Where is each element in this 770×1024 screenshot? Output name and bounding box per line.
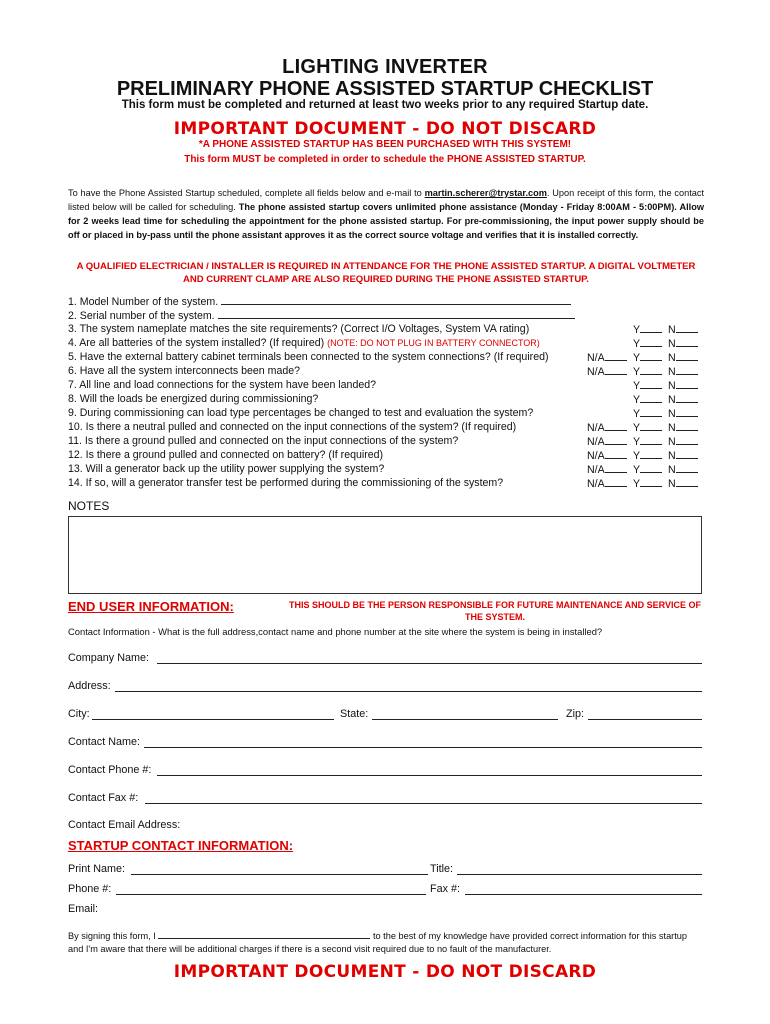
question-9: 9. During commissioning can load type percentages be changed to test and evaluation the system? (68, 407, 534, 419)
q8-yes-answer[interactable] (633, 393, 662, 406)
n-blank[interactable] (676, 477, 698, 487)
y-blank[interactable] (640, 337, 662, 347)
question-12: 12. Is there a ground pulled and connected on battery? (If required) (68, 449, 384, 461)
n-blank[interactable] (676, 421, 698, 431)
end-user-heading: END USER INFORMATION: (68, 599, 234, 614)
red-note-purchased: *A PHONE ASSISTED STARTUP HAS BEEN PURCHASED WITH THIS SYSTEM! (198, 139, 572, 150)
q4-no-answer[interactable] (668, 337, 698, 350)
q7-no-answer[interactable] (668, 379, 698, 392)
q11-yes-answer[interactable] (633, 435, 662, 448)
y-blank[interactable] (640, 379, 662, 389)
contact-email-label: Contact Email Address: (68, 819, 181, 831)
n-label: N (668, 338, 676, 350)
signature-name-field[interactable] (158, 930, 370, 939)
question-1: 1. Model Number of the system. (68, 295, 571, 308)
y-label: Y (633, 450, 641, 462)
question-7: 7. All line and load connections for the system have been landed? (68, 379, 377, 391)
n-blank[interactable] (676, 407, 698, 417)
q3-no-answer[interactable] (668, 323, 698, 336)
notes-textarea[interactable] (68, 516, 702, 594)
y-blank[interactable] (640, 351, 662, 361)
intro-part2: . Upon receipt of this form, the contact listed below will be called for scheduling. (68, 188, 705, 212)
contact-phone-label: Contact Phone #: (68, 764, 152, 776)
serial-number-field[interactable] (218, 309, 575, 319)
address-label: Address: (68, 680, 111, 692)
n-blank[interactable] (676, 365, 698, 375)
q14-yes-answer[interactable] (633, 477, 662, 490)
important-banner-bottom: IMPORTANT DOCUMENT - DO NOT DISCARD (173, 962, 597, 982)
n-label: N (668, 366, 676, 378)
red-note-must-complete: This form MUST be completed in order to schedule the PHONE ASSISTED STARTUP. (184, 154, 586, 165)
n-blank[interactable] (676, 449, 698, 459)
model-number-field[interactable] (221, 295, 571, 305)
state-label: State: (340, 708, 369, 720)
y-blank[interactable] (640, 365, 662, 375)
na-blank[interactable] (605, 365, 627, 375)
end-user-note: THIS SHOULD BE THE PERSON RESPONSIBLE FOR FUTURE MAINTENANCE AND SERVICE OF THE SYSTEM. (288, 600, 702, 622)
qualified-electrician-note: A QUALIFIED ELECTRICIAN / INSTALLER IS REQUIRED IN ATTENDANCE FOR THE PHONE ASSISTED STARTUP. A DIGITAL VOLTMETER AND CURRENT CLAMP ARE ALSO REQUIRED DURING THE PHONE ASSISTED STARTUP. (76, 261, 696, 285)
title-label: Title: (430, 863, 453, 875)
q12-na-answer[interactable] (587, 449, 627, 462)
na-blank[interactable] (605, 449, 627, 459)
n-blank[interactable] (676, 463, 698, 473)
q13-na-answer[interactable] (587, 463, 627, 476)
title-line-2: PRELIMINARY PHONE ASSISTED STARTUP CHECKLIST (116, 78, 654, 100)
contact-fax-label: Contact Fax #: (68, 792, 139, 804)
na-blank[interactable] (605, 435, 627, 445)
y-blank[interactable] (640, 421, 662, 431)
y-label: Y (633, 324, 641, 336)
intro-part1: To have the Phone Assisted Startup scheduled, complete all fields below and e-mail to (68, 188, 425, 198)
q5-yes-answer[interactable] (633, 351, 662, 364)
zip-field[interactable] (588, 719, 702, 720)
na-blank[interactable] (605, 477, 627, 487)
y-blank[interactable] (640, 393, 662, 403)
print-name-field[interactable] (131, 874, 428, 875)
y-label: Y (633, 464, 641, 476)
na-label: N/A (587, 478, 605, 490)
intro-paragraph (68, 186, 704, 242)
n-label: N (668, 464, 676, 476)
q11-na-answer[interactable] (587, 435, 627, 448)
n-label: N (668, 324, 676, 336)
y-blank[interactable] (640, 407, 662, 417)
q3-yes-answer[interactable] (633, 323, 662, 336)
q9-yes-answer[interactable] (633, 407, 662, 420)
q8-no-answer[interactable] (668, 393, 698, 406)
n-blank[interactable] (676, 379, 698, 389)
q10-no-answer[interactable] (668, 421, 698, 434)
n-label: N (668, 394, 676, 406)
n-label: N (668, 436, 676, 448)
phone-label: Phone #: (68, 883, 112, 895)
contact-name-field[interactable] (144, 747, 702, 748)
subtitle: This form must be completed and returned at least two weeks prior to any required Startup date. (121, 99, 649, 111)
y-label: Y (633, 478, 641, 490)
question-10: 10. Is there a neutral pulled and connected on the input connections of the system? (If required) (68, 421, 517, 433)
company-name-label: Company Name: (68, 652, 150, 664)
y-blank[interactable] (640, 449, 662, 459)
state-field[interactable] (372, 719, 558, 720)
n-blank[interactable] (676, 435, 698, 445)
na-label: N/A (587, 422, 605, 434)
y-label: Y (633, 366, 641, 378)
question-4: 4. Are all batteries of the system installed? (If required) (NOTE: DO NOT PLUG IN BATTERY CONNECTOR) (68, 337, 540, 349)
q6-na-answer[interactable] (587, 365, 627, 378)
na-blank[interactable] (605, 351, 627, 361)
q10-na-answer[interactable] (587, 421, 627, 434)
q9-no-answer[interactable] (668, 407, 698, 420)
city-field[interactable] (92, 719, 334, 720)
n-blank[interactable] (676, 323, 698, 333)
company-name-field[interactable] (157, 663, 702, 664)
contact-name-label: Contact Name: (68, 736, 141, 748)
contact-fax-field[interactable] (145, 803, 702, 804)
q6-no-answer[interactable] (668, 365, 698, 378)
question-5: 5. Have the external battery cabinet terminals been connected to the system connections? (If required) (68, 351, 549, 363)
fax-field[interactable] (465, 894, 702, 895)
y-label: Y (633, 394, 641, 406)
q10-yes-answer[interactable] (633, 421, 662, 434)
startup-contact-heading: STARTUP CONTACT INFORMATION: (68, 838, 294, 853)
y-blank[interactable] (640, 463, 662, 473)
q12-yes-answer[interactable] (633, 449, 662, 462)
y-label: Y (633, 408, 641, 420)
phone-field[interactable] (116, 894, 426, 895)
n-blank[interactable] (676, 337, 698, 347)
email-label: Email: (68, 903, 98, 915)
q5-no-answer[interactable] (668, 351, 698, 364)
y-blank[interactable] (640, 477, 662, 487)
fax-label: Fax #: (430, 883, 461, 895)
n-blank[interactable] (676, 393, 698, 403)
n-label: N (668, 422, 676, 434)
n-label: N (668, 408, 676, 420)
city-label: City: (68, 708, 90, 720)
title-field[interactable] (457, 874, 702, 875)
n-label: N (668, 380, 676, 392)
y-label: Y (633, 338, 641, 350)
na-label: N/A (587, 464, 605, 476)
q14-no-answer[interactable] (668, 477, 698, 490)
battery-connector-note: (NOTE: DO NOT PLUG IN BATTERY CONNECTOR) (327, 338, 540, 348)
q4-yes-answer[interactable] (633, 337, 662, 350)
y-label: Y (633, 436, 641, 448)
question-14: 14. If so, will a generator transfer test be performed during the commissioning of the system? (68, 477, 504, 489)
address-field[interactable] (115, 691, 702, 692)
email-link[interactable]: martin.scherer@trystar.com (424, 188, 547, 198)
question-2: 2. Serial number of the system. (68, 309, 575, 322)
y-label: Y (633, 380, 641, 392)
q14-na-answer[interactable] (587, 477, 627, 490)
question-6: 6. Have all the system interconnects been made? (68, 365, 301, 377)
y-blank[interactable] (640, 435, 662, 445)
na-label: N/A (587, 352, 605, 364)
signing-statement: By signing this form, I to the best of my knowledge have provided correct information for this startup and I'm aware that there will be additional charges if there is a second visit required due to no fault of the manufacturer. (68, 931, 688, 954)
n-label: N (668, 478, 676, 490)
q12-no-answer[interactable] (668, 449, 698, 462)
zip-label: Zip: (566, 708, 584, 720)
q11-no-answer[interactable] (668, 435, 698, 448)
question-11: 11. Is there a ground pulled and connected on the input connections of the system? (68, 435, 459, 447)
y-label: Y (633, 422, 641, 434)
n-blank[interactable] (676, 351, 698, 361)
q7-yes-answer[interactable] (633, 379, 662, 392)
na-blank[interactable] (605, 421, 627, 431)
notes-label: NOTES (68, 499, 110, 513)
question-13: 13. Will a generator back up the utility power supplying the system? (68, 463, 385, 475)
q5-na-answer[interactable] (587, 351, 627, 364)
na-blank[interactable] (605, 463, 627, 473)
na-label: N/A (587, 366, 605, 378)
na-label: N/A (587, 436, 605, 448)
na-label: N/A (587, 450, 605, 462)
print-name-label: Print Name: (68, 863, 125, 875)
important-banner-top: IMPORTANT DOCUMENT - DO NOT DISCARD (173, 119, 597, 139)
q13-yes-answer[interactable] (633, 463, 662, 476)
y-label: Y (633, 352, 641, 364)
contact-info-instructions: Contact Information - What is the full address,contact name and phone number at the site where the system is being in installed? (68, 626, 603, 637)
intro-bold: The phone assisted startup covers unlimited phone assistance (Monday - Friday 8:00AM - 5:00PM). Allow for 2 weeks lead time for scheduling the appointment for the phone assisted startup. For pre-commissioning, the input power supply should be off or placed in by-pass until the phone assistant approves it as the correct source voltage and verifies that it is installed correctly. (68, 202, 704, 240)
n-label: N (668, 352, 676, 364)
q13-no-answer[interactable] (668, 463, 698, 476)
q6-yes-answer[interactable] (633, 365, 662, 378)
y-blank[interactable] (640, 323, 662, 333)
n-label: N (668, 450, 676, 462)
title-line-1: LIGHTING INVERTER (282, 56, 488, 78)
question-3: 3. The system nameplate matches the site requirements? (Correct I/O Voltages, System VA rating) (68, 323, 530, 335)
contact-phone-field[interactable] (157, 775, 702, 776)
question-8: 8. Will the loads be energized during commissioning? (68, 393, 319, 405)
